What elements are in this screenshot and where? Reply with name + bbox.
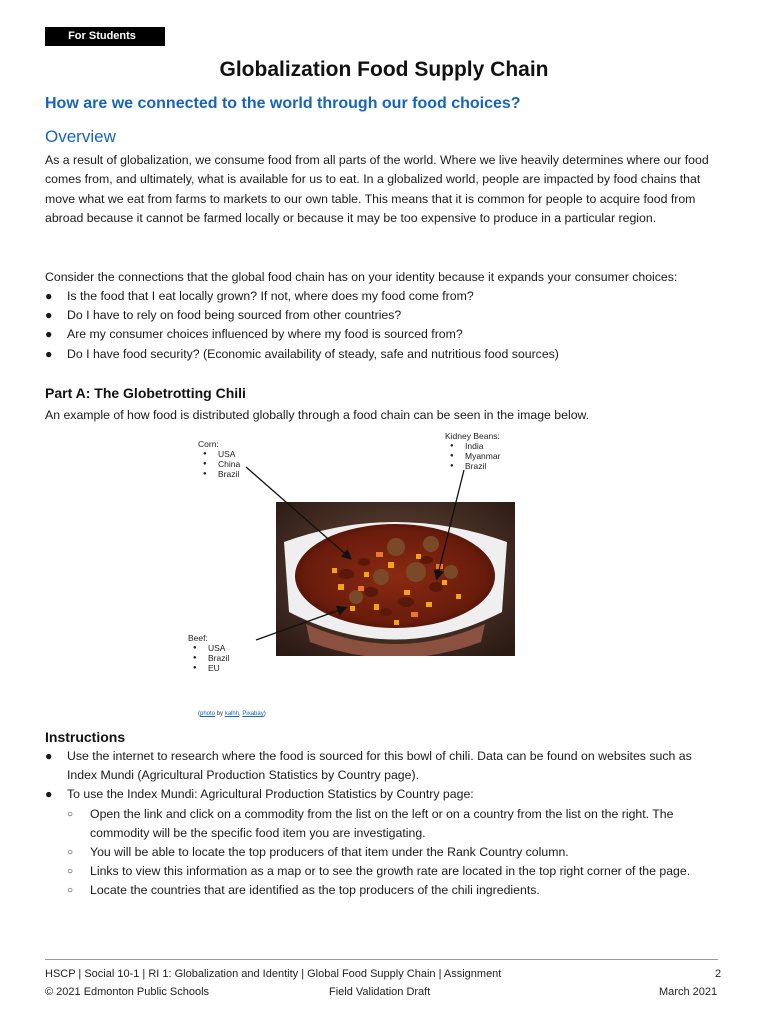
list-item: ● Do I have to rely on food being sourced from other countries? bbox=[45, 308, 402, 323]
footer-status: Field Validation Draft bbox=[329, 986, 431, 998]
corn-country: ● USA bbox=[203, 449, 240, 459]
question-text: Do I have food security? (Economic availability of steady, safe and nutritious food sources) bbox=[67, 346, 559, 361]
subinstruction-text: Locate the countries that are identified as the top producers of the chili ingredients. bbox=[90, 883, 540, 898]
list-item: ● Do I have food security? (Economic availability of steady, safe and nutritious food sources) bbox=[45, 346, 559, 361]
question-text: Are my consumer choices influenced by where my food is sourced from? bbox=[67, 327, 463, 342]
footer-page-number: 2 bbox=[715, 968, 722, 980]
footer-course: HSCP | Social 10-1 | RI 1: Globalization and Identity | Global Food Supply Chain | Assignment bbox=[45, 968, 502, 980]
list-item: ○ Links to view this information as a map or to see the growth rate are located in the top right corner of the page. bbox=[67, 864, 691, 879]
footer-copyright: © 2021 Edmonton Public Schools bbox=[45, 986, 210, 998]
footer-date: March 2021 bbox=[659, 986, 718, 998]
overview-heading: Overview bbox=[45, 127, 116, 146]
chili-bowl-image bbox=[276, 502, 515, 656]
list-item: ○ Locate the countries that are identified as the top producers of the chili ingredients. bbox=[67, 883, 540, 898]
instruction-text: To use the Index Mundi: Agricultural Production Statistics by Country page: bbox=[67, 787, 474, 802]
credit-close: ) bbox=[263, 711, 266, 717]
subinstruction-text: Open the link and click on a commodity from the list on the left or on a country from the list on the right. The commodity will be the specific food item you are investigating. bbox=[90, 806, 674, 840]
question-list bbox=[45, 287, 735, 364]
part-a-text: An example of how food is distributed globally through a food chain can be seen in the image below. bbox=[45, 408, 590, 422]
list-item: ● Are my consumer choices influenced by where my food is sourced from? bbox=[45, 327, 463, 342]
beef-country: ● USA bbox=[193, 643, 229, 653]
beans-label-title: Kidney Beans: bbox=[445, 431, 500, 441]
list-item: ● Is the food that I eat locally grown? If not, where does my food come from? bbox=[45, 289, 474, 303]
instructions-heading: Instructions bbox=[45, 729, 126, 745]
author-link[interactable]: kalhh bbox=[224, 711, 240, 717]
overview-paragraph: As a result of globalization, we consume food from all parts of the world. Where we live heavily determines where our food comes from, and ultimately, what is available for us to eat. In a globalized world, people are impacted by food chains that move what we eat from farms to markets to our own table. This means that it is common for people to acquire food from abroad because it cannot be farmed locally or because it may be too expensive to produce in a particular region. bbox=[45, 153, 709, 226]
corn-country: ● China bbox=[203, 459, 240, 469]
for-students-badge: For Students bbox=[45, 27, 165, 46]
list-item: ● Use the internet to research where the food is sourced for this bowl of chili. Data can be found on websites such as Index Mundi (Agricultural Production Statistics by Country page). bbox=[45, 749, 692, 783]
credit-by: by bbox=[215, 711, 225, 717]
question-text: Is the food that I eat locally grown? If not, where does my food come from? bbox=[67, 289, 474, 303]
list-item: ○ You will be able to locate the top producers of that item under the Rank Country column. bbox=[67, 845, 569, 860]
instruction-text: Use the internet to research where the food is sourced for this bowl of chili. Data can be found on websites such as Index Mundi (Agricultural Production Statistics by Country page). bbox=[67, 749, 692, 783]
beans-country: ● Brazil bbox=[450, 461, 500, 471]
subinstruction-text: You will be able to locate the top producers of that item under the Rank Country column. bbox=[90, 845, 569, 860]
subinstruction-text: Links to view this information as a map or to see the growth rate are located in the top right corner of the page. bbox=[90, 864, 691, 879]
photo-link[interactable]: photo bbox=[200, 711, 216, 717]
photo-credit bbox=[198, 711, 266, 717]
corn-label bbox=[198, 439, 240, 479]
list-item: ○ Open the link and click on a commodity from the list on the left or on a country from the list on the right. The commodity will be the specific food item you are investigating. bbox=[67, 806, 674, 840]
corn-country: ● Brazil bbox=[203, 469, 240, 479]
instructions-list bbox=[45, 747, 725, 901]
corn-label-title: Corn: bbox=[198, 439, 219, 449]
question-text: Do I have to rely on food being sourced from other countries? bbox=[67, 308, 402, 323]
list-item: ● To use the Index Mundi: Agricultural Production Statistics by Country page: ○ Open the link and click on a commodity from the list on the left or on a country from the list on the right. The commodity will be the specific food item you are investigating. ○ You will be able to locate the top producers of that item under the Rank Country column. ○ Links to view this information as a map or to see the growth rate are located in the top right corner of the page. ○ Locate the countries that are identified as the top producers of the chili ingredients. bbox=[45, 785, 725, 900]
footer-divider bbox=[45, 959, 718, 960]
beef-label-title: Beef: bbox=[188, 633, 208, 643]
beef-country: ● Brazil bbox=[193, 653, 229, 663]
kidney-beans-label bbox=[445, 431, 500, 471]
part-a-heading: Part A: The Globetrotting Chili bbox=[45, 385, 246, 401]
beans-country: ● India bbox=[450, 441, 500, 451]
page-title: Globalization Food Supply Chain bbox=[219, 58, 549, 81]
beans-country: ● Myanmar bbox=[450, 451, 500, 461]
beef-label bbox=[188, 633, 229, 673]
instruction-sublist bbox=[45, 805, 725, 901]
credit-open: ( bbox=[198, 711, 200, 717]
guiding-question: How are we connected to the world through our food choices? bbox=[45, 95, 521, 112]
beef-country: ● EU bbox=[193, 663, 229, 673]
pixabay-link[interactable]: Pixabay bbox=[242, 711, 264, 717]
credit-comma: , bbox=[239, 711, 243, 717]
overview-intro: Consider the connections that the global food chain has on your identity because it expands your consumer choices: bbox=[45, 270, 678, 284]
